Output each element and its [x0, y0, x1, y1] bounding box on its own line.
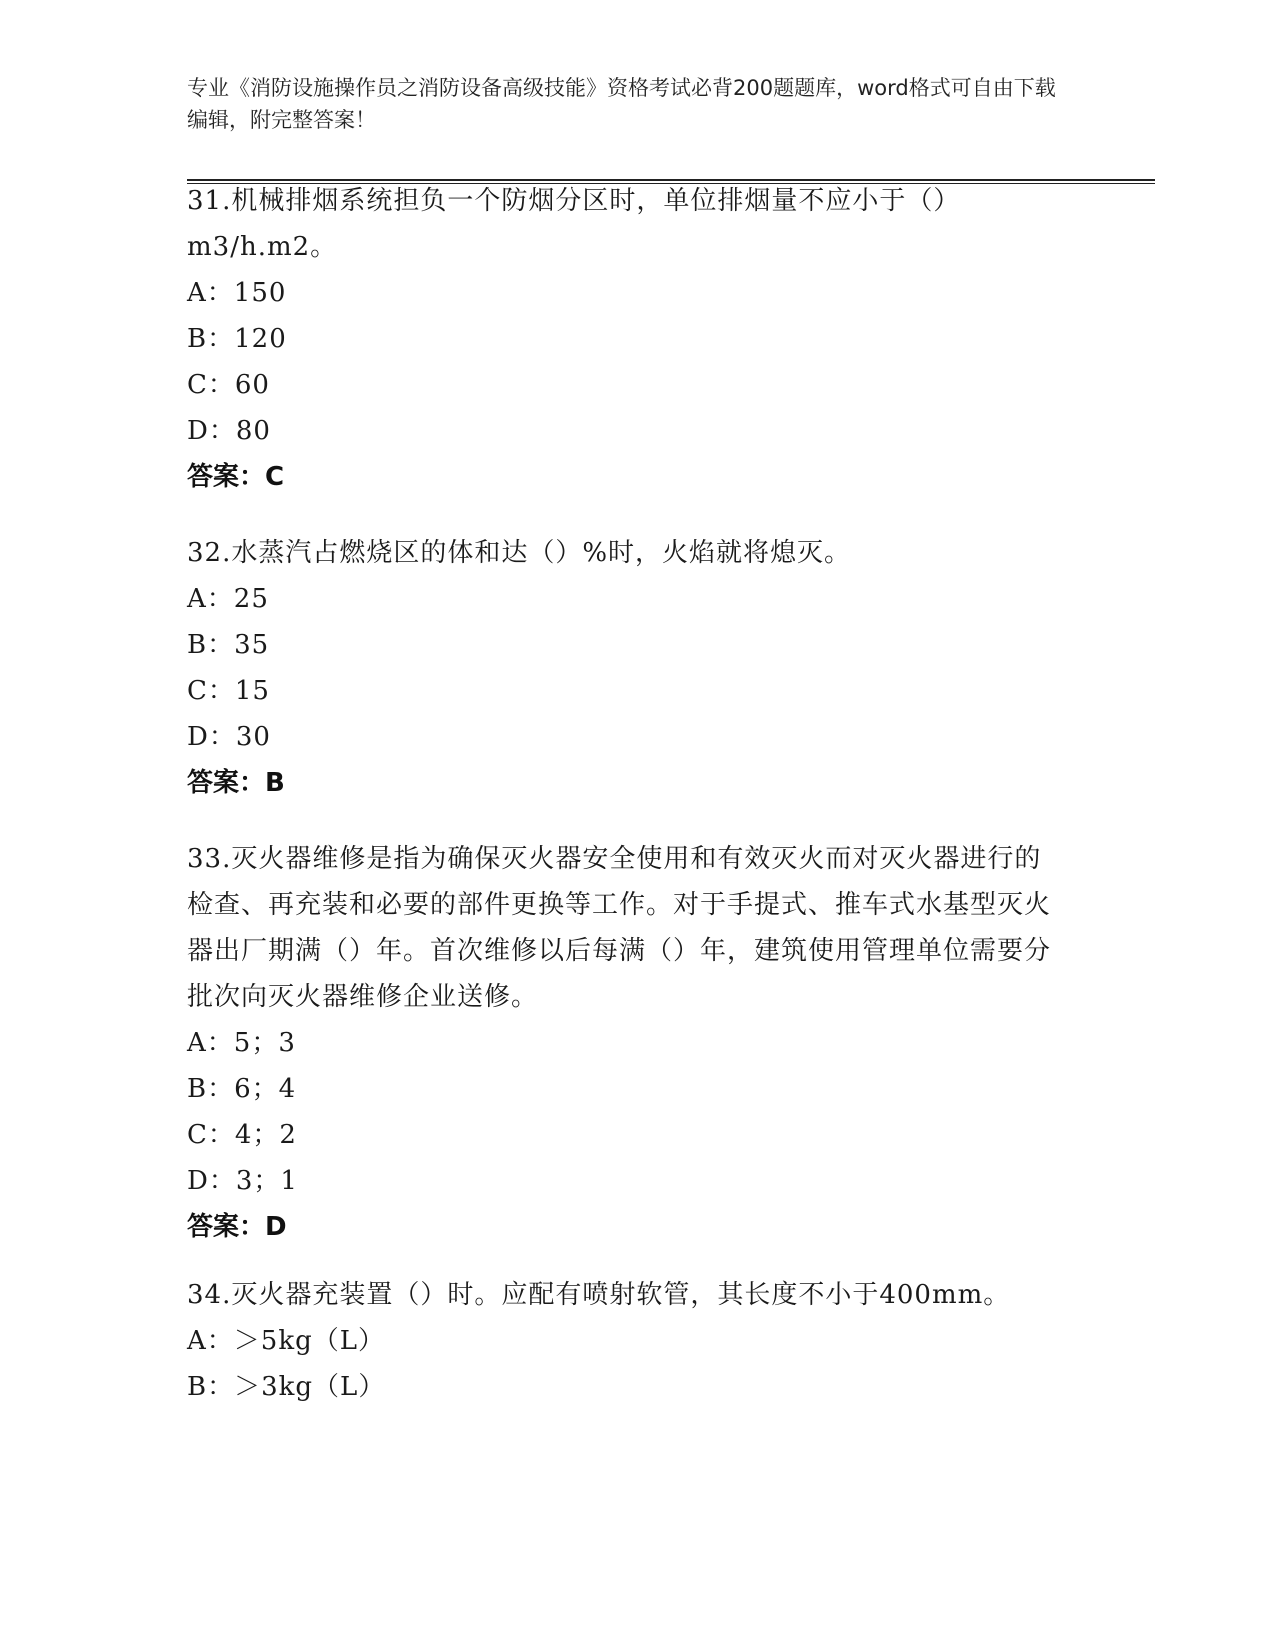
answer: 答案：C — [187, 462, 285, 492]
option-b: B：＞3kg（L） — [187, 1372, 386, 1402]
option-a: A：＞5kg（L） — [187, 1326, 385, 1356]
question-stem: 33.灭火器维修是指为确保灭火器安全使用和有效灭火而对灭火器进行的检查、再充装和必要的部件更换等工作。对于手提式、推车式水基型灭火器出厂期满（）年。首次维修以后每满（）年，建筑使用管理单位需要分批次向灭火器维修企业送修。 — [187, 844, 1052, 1012]
answer: 答案：D — [187, 1212, 287, 1242]
option-b: B：120 — [187, 324, 287, 354]
question-stem: 34.灭火器充装置（）时。应配有喷射软管，其长度不小于400mm。 — [187, 1280, 1011, 1310]
option-d: D：80 — [187, 416, 271, 446]
question-34 — [187, 1272, 1067, 1410]
option-d: D：3；1 — [187, 1166, 298, 1196]
question-31 — [187, 178, 1067, 500]
question-32 — [187, 530, 1067, 806]
option-c: C：15 — [187, 676, 270, 706]
option-a: A：25 — [187, 584, 269, 614]
option-d: D：30 — [187, 722, 271, 752]
option-c: C：4；2 — [187, 1120, 297, 1150]
question-33 — [187, 836, 1067, 1250]
answer: 答案：B — [187, 768, 285, 798]
option-a: A：5；3 — [187, 1028, 296, 1058]
document-header: 专业《消防设施操作员之消防设备高级技能》资格考试必背200题题库，word格式可自由下载编辑，附完整答案！ — [187, 76, 1056, 132]
question-stem: 32.水蒸汽占燃烧区的体和达（）%时，火焰就将熄灭。 — [187, 538, 852, 568]
option-c: C：60 — [187, 370, 270, 400]
question-stem: 31.机械排烟系统担负一个防烟分区时，单位排烟量不应小于（）m3/h.m2。 — [187, 186, 961, 262]
option-b: B：6；4 — [187, 1074, 297, 1104]
option-a: A：150 — [187, 278, 287, 308]
option-b: B：35 — [187, 630, 270, 660]
